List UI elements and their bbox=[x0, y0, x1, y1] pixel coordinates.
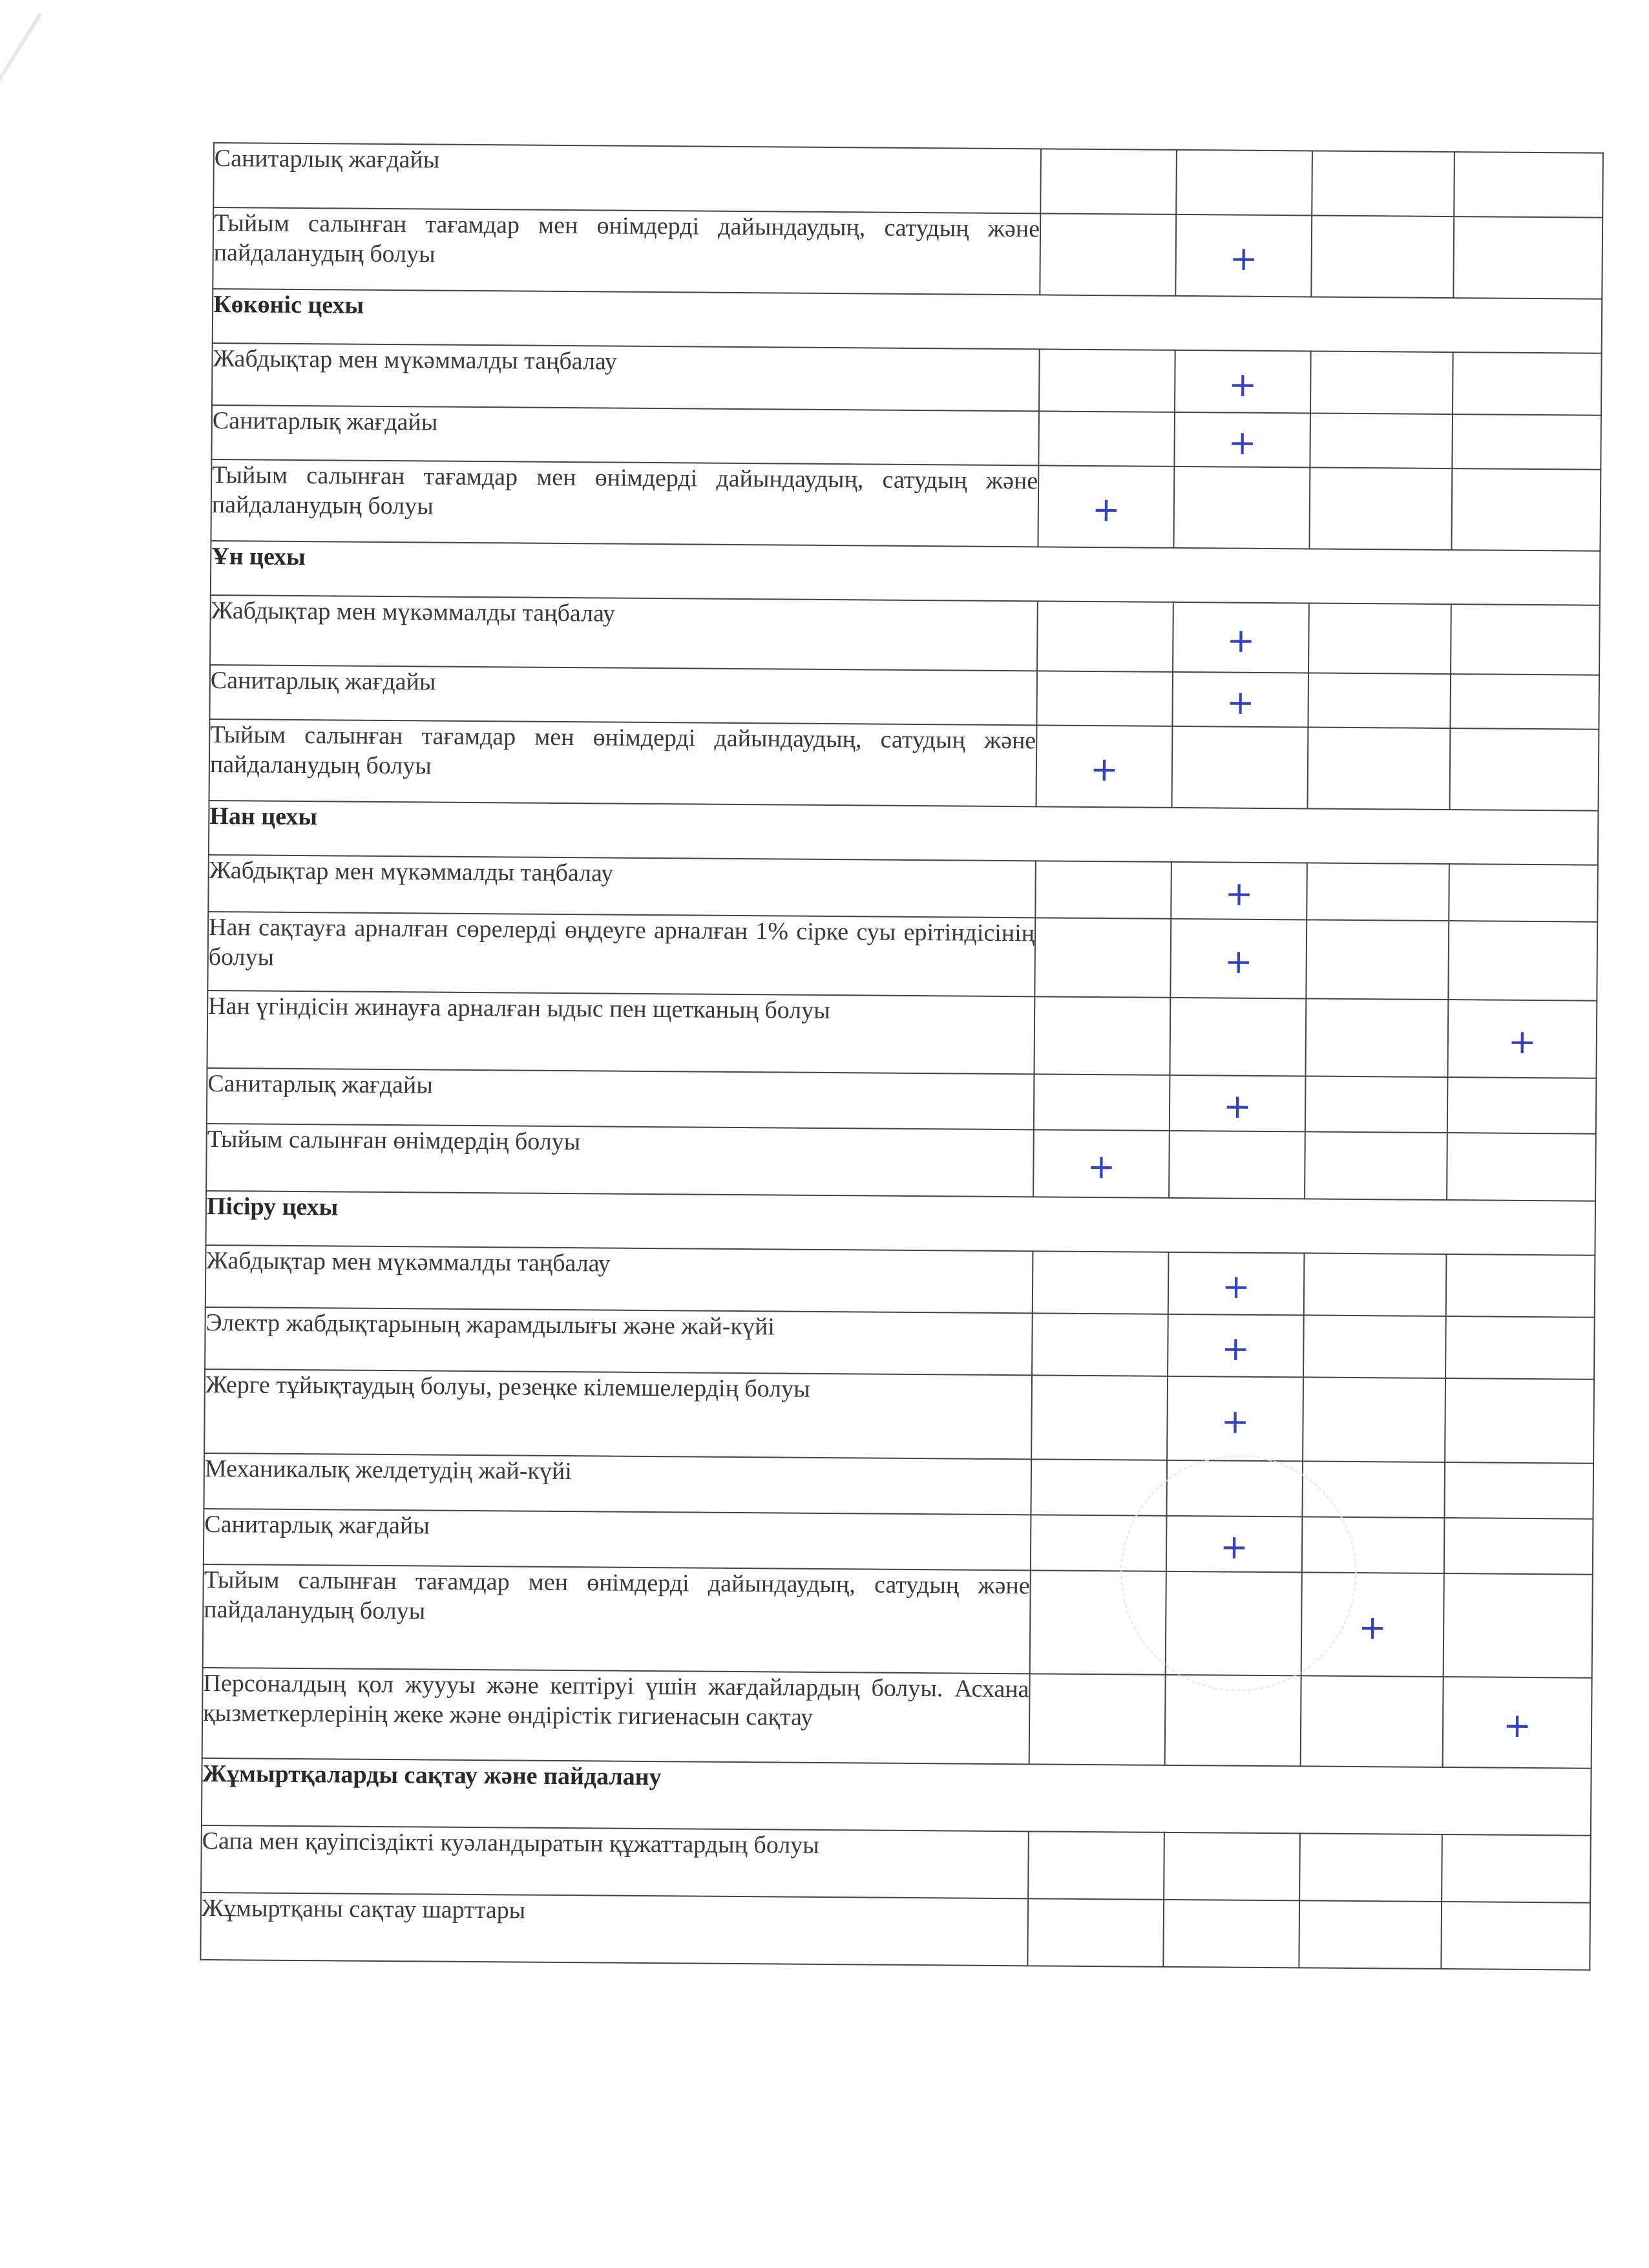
section-row bbox=[202, 1758, 1591, 1836]
table-row bbox=[213, 207, 1602, 299]
rating-cell-4[interactable] bbox=[1451, 604, 1600, 675]
rating-cell-4[interactable] bbox=[1444, 1462, 1593, 1519]
handwritten-mark: + bbox=[1221, 1329, 1250, 1369]
rating-cell-2[interactable] bbox=[1171, 726, 1308, 809]
handwritten-mark bbox=[1307, 959, 1448, 960]
requirement-label: Санитарлық жағдайы bbox=[211, 405, 1039, 465]
handwritten-mark: + bbox=[1222, 1267, 1251, 1307]
handwritten-mark: + bbox=[1220, 1528, 1249, 1567]
handwritten-mark bbox=[1041, 254, 1175, 255]
handwritten-mark bbox=[1300, 1867, 1441, 1868]
handwritten-mark: + bbox=[1226, 683, 1255, 723]
handwritten-mark bbox=[1445, 1490, 1593, 1491]
rating-cell-2[interactable] bbox=[1173, 602, 1309, 673]
rating-cell-1[interactable] bbox=[1037, 601, 1173, 672]
rating-cell-4[interactable] bbox=[1447, 1000, 1597, 1078]
handwritten-mark bbox=[1040, 380, 1174, 381]
requirement-label: Тыйым салынған тағамдар мен өнімдерді дайындаудың, сатудың және пайдаланудың болуы bbox=[203, 1564, 1031, 1674]
rating-cell-4[interactable] bbox=[1453, 352, 1602, 415]
rating-cell-2[interactable] bbox=[1169, 1131, 1305, 1199]
rating-cell-4[interactable] bbox=[1451, 468, 1601, 551]
handwritten-mark bbox=[1173, 767, 1307, 768]
rating-cell-3[interactable] bbox=[1306, 919, 1449, 1000]
rating-cell-3[interactable] bbox=[1303, 1315, 1446, 1378]
handwritten-mark bbox=[1453, 509, 1600, 510]
handwritten-mark bbox=[1447, 1285, 1594, 1286]
handwritten-mark bbox=[1300, 1934, 1441, 1935]
handwritten-mark bbox=[1166, 1720, 1300, 1721]
requirement-label: Тыйым салынған тағамдар мен өнімдерді дайындаудың, сатудың және пайдаланудың болуы bbox=[213, 207, 1040, 295]
handwritten-mark bbox=[1451, 769, 1598, 770]
requirement-label: Нан сақтауға арналған сөрелерді өңдеуге арналған 1% сірке суы ерітіндісінің болуы bbox=[207, 912, 1035, 996]
rating-cell-3[interactable] bbox=[1307, 727, 1450, 810]
requirement-label: Тыйым салынған тағамдар мен өнімдерді дайындаудың, сатудың және пайдаланудың болуы bbox=[211, 459, 1038, 547]
handwritten-mark bbox=[1308, 891, 1449, 892]
rating-cell-3[interactable] bbox=[1301, 1675, 1444, 1767]
rating-cell-3[interactable] bbox=[1309, 467, 1452, 550]
requirement-label: Нан үгіндісін жинауға арналған ыдыс пен щетканың болуы bbox=[207, 991, 1035, 1074]
handwritten-mark bbox=[1455, 184, 1602, 185]
rating-cell-4[interactable] bbox=[1450, 674, 1599, 730]
handwritten-mark: + bbox=[1087, 1148, 1116, 1187]
handwritten-mark bbox=[1033, 1282, 1168, 1283]
rating-cell-2[interactable] bbox=[1164, 1832, 1300, 1901]
rating-cell-4[interactable] bbox=[1445, 1316, 1595, 1380]
table-row bbox=[211, 459, 1601, 551]
rating-cell-4[interactable] bbox=[1449, 864, 1598, 922]
requirement-label: Сапа мен қауіпсіздікті куәландыратын құжаттардың болуы bbox=[201, 1825, 1029, 1898]
requirement-label: Санитарлық жағдайы bbox=[209, 665, 1037, 725]
handwritten-mark bbox=[1038, 698, 1172, 699]
rating-cell-3[interactable] bbox=[1310, 351, 1453, 414]
rating-cell-1[interactable] bbox=[1038, 411, 1175, 467]
rating-cell-2[interactable] bbox=[1168, 1314, 1304, 1378]
table-row bbox=[202, 1668, 1592, 1769]
section-row bbox=[209, 801, 1599, 865]
rating-cell-3[interactable] bbox=[1304, 1253, 1447, 1316]
handwritten-mark: + bbox=[1226, 621, 1255, 661]
rating-cell-3[interactable] bbox=[1312, 151, 1455, 216]
requirement-label: Жабдықтар мен мүкәммалды таңбалау bbox=[210, 595, 1038, 671]
rating-cell-2[interactable] bbox=[1167, 1376, 1303, 1462]
handwritten-mark bbox=[1306, 1104, 1447, 1105]
handwritten-mark bbox=[1303, 1489, 1444, 1490]
rating-cell-2[interactable] bbox=[1172, 672, 1308, 728]
handwritten-mark bbox=[1171, 1036, 1305, 1038]
table-row bbox=[204, 1509, 1593, 1575]
handwritten-mark: + bbox=[1223, 1087, 1252, 1127]
handwritten-mark bbox=[1305, 1165, 1446, 1166]
handwritten-mark: + bbox=[1503, 1706, 1532, 1746]
rating-cell-3[interactable] bbox=[1305, 1076, 1448, 1133]
handwritten-mark bbox=[1033, 1417, 1167, 1418]
handwritten-mark bbox=[1177, 182, 1312, 184]
checklist-page bbox=[199, 142, 1602, 2104]
handwritten-mark bbox=[1036, 889, 1171, 890]
handwritten-mark bbox=[1308, 768, 1449, 769]
rating-cell-4[interactable] bbox=[1447, 1077, 1597, 1134]
checklist-rows bbox=[200, 143, 1603, 1970]
rating-cell-3[interactable] bbox=[1299, 1900, 1442, 1969]
rating-cell-3[interactable] bbox=[1299, 1833, 1442, 1902]
rating-cell-4[interactable] bbox=[1447, 1133, 1596, 1201]
rating-cell-3[interactable] bbox=[1308, 673, 1451, 728]
handwritten-mark: + bbox=[1229, 239, 1258, 279]
rating-cell-4[interactable] bbox=[1442, 1834, 1591, 1903]
handwritten-mark bbox=[1310, 508, 1451, 509]
handwritten-mark bbox=[1305, 1284, 1445, 1285]
table-row bbox=[213, 143, 1603, 218]
section-title: Жұмыртқаларды сақтау және пайдалану bbox=[202, 1758, 1591, 1836]
rating-cell-3[interactable] bbox=[1305, 1131, 1447, 1200]
rating-cell-3[interactable] bbox=[1311, 215, 1454, 298]
handwritten-mark: + bbox=[1224, 942, 1253, 982]
table-row bbox=[200, 1893, 1590, 1970]
rating-cell-4[interactable] bbox=[1453, 216, 1602, 299]
requirement-label: Санитарлық жағдайы bbox=[207, 1068, 1035, 1129]
handwritten-mark bbox=[1444, 1625, 1591, 1626]
handwritten-mark bbox=[1033, 1344, 1167, 1345]
table-row bbox=[207, 991, 1597, 1078]
handwritten-mark bbox=[1447, 1166, 1595, 1168]
handwritten-mark bbox=[1451, 701, 1599, 702]
handwritten-mark bbox=[1170, 1164, 1304, 1166]
handwritten-mark: + bbox=[1221, 1402, 1250, 1442]
scan-edge-mark bbox=[0, 13, 42, 256]
handwritten-mark bbox=[1442, 1868, 1590, 1869]
requirement-label: Электр жабдықтарының жарамдылығы және жай-күйі bbox=[205, 1307, 1033, 1375]
table-row bbox=[206, 1124, 1596, 1201]
handwritten-mark bbox=[1455, 257, 1602, 258]
handwritten-mark bbox=[1311, 440, 1452, 441]
requirement-label: Тыйым салынған өнімдердің болуы bbox=[206, 1124, 1034, 1197]
rating-cell-1[interactable] bbox=[1036, 671, 1173, 726]
handwritten-mark bbox=[1449, 960, 1597, 961]
handwritten-mark bbox=[1309, 700, 1450, 701]
handwritten-mark bbox=[1307, 1037, 1447, 1038]
rating-cell-1[interactable] bbox=[1034, 1074, 1170, 1131]
requirement-label: Санитарлық жағдайы bbox=[213, 143, 1041, 213]
rating-cell-1[interactable] bbox=[1036, 725, 1172, 808]
rating-cell-2[interactable] bbox=[1174, 412, 1310, 468]
handwritten-mark bbox=[1450, 892, 1597, 894]
table-row bbox=[201, 1825, 1591, 1903]
handwritten-mark bbox=[1453, 383, 1601, 384]
rating-cell-1[interactable] bbox=[1040, 213, 1176, 296]
table-row bbox=[210, 595, 1600, 675]
handwritten-mark bbox=[1445, 1546, 1592, 1547]
rating-cell-1[interactable] bbox=[1033, 1129, 1170, 1198]
section-title: Ұн цехы bbox=[211, 541, 1601, 605]
handwritten-mark: + bbox=[1507, 1022, 1537, 1062]
handwritten-mark bbox=[1175, 507, 1309, 509]
handwritten-mark bbox=[1446, 1347, 1593, 1349]
rating-cell-3[interactable] bbox=[1307, 863, 1449, 921]
rating-cell-2[interactable] bbox=[1170, 919, 1307, 999]
rating-cell-4[interactable] bbox=[1452, 414, 1601, 470]
handwritten-mark bbox=[1032, 1487, 1166, 1488]
rating-cell-1[interactable] bbox=[1032, 1313, 1168, 1376]
rating-cell-2[interactable] bbox=[1171, 862, 1307, 920]
handwritten-mark bbox=[1451, 639, 1599, 640]
requirement-label: Жерге тұйықтаудың болуы, резеңке кілемшелердің болуы bbox=[204, 1369, 1032, 1459]
table-row bbox=[205, 1307, 1595, 1380]
requirement-label: Жабдықтар мен мүкәммалды таңбалау bbox=[205, 1245, 1033, 1313]
table-row bbox=[208, 855, 1598, 922]
handwritten-mark bbox=[1035, 1102, 1169, 1103]
rating-cell-1[interactable] bbox=[1029, 1674, 1166, 1765]
rating-cell-1[interactable] bbox=[1035, 918, 1171, 998]
rating-cell-2[interactable] bbox=[1168, 1252, 1305, 1316]
requirement-label: Жабдықтар мен мүкәммалды таңбалау bbox=[212, 343, 1040, 411]
handwritten-mark bbox=[1313, 183, 1454, 184]
table-row bbox=[209, 665, 1599, 730]
handwritten-mark bbox=[1042, 181, 1176, 182]
handwritten-mark bbox=[1030, 1719, 1164, 1720]
requirement-label: Жабдықтар мен мүкәммалды таңбалау bbox=[208, 855, 1036, 918]
requirement-label: Персоналдың қол жуууы және кептіруі үшін жағдайлардың болуы. Асхана қызметкерлерінің жеке және өндірістік гигиенасын сақтау bbox=[202, 1668, 1030, 1764]
table-row bbox=[207, 1068, 1597, 1134]
handwritten-mark bbox=[1040, 438, 1174, 439]
handwritten-mark bbox=[1164, 1866, 1299, 1867]
rating-cell-4[interactable] bbox=[1445, 1378, 1594, 1464]
faded-stamp bbox=[1119, 1454, 1358, 1692]
table-row bbox=[207, 912, 1597, 1001]
requirement-label: Жұмыртқаны сақтау шарттары bbox=[200, 1893, 1028, 1966]
requirement-label: Механикалық желдетудің жай-күйі bbox=[204, 1453, 1031, 1515]
rating-cell-3[interactable] bbox=[1305, 998, 1448, 1077]
handwritten-mark: + bbox=[1358, 1608, 1387, 1648]
handwritten-mark bbox=[1309, 638, 1450, 639]
handwritten-mark: + bbox=[1228, 423, 1257, 463]
handwritten-mark: + bbox=[1089, 750, 1119, 790]
rating-cell-2[interactable] bbox=[1170, 1075, 1306, 1132]
table-row bbox=[205, 1245, 1595, 1318]
requirement-label: Тыйым салынған тағамдар мен өнімдерді дайындаудың, сатудың және пайдаланудың болуы bbox=[209, 719, 1037, 806]
rating-cell-4[interactable] bbox=[1443, 1677, 1592, 1769]
requirement-label: Санитарлық жағдайы bbox=[204, 1509, 1031, 1570]
handwritten-mark bbox=[1036, 957, 1170, 958]
table-row bbox=[204, 1453, 1593, 1519]
rating-cell-1[interactable] bbox=[1040, 149, 1177, 215]
rating-cell-4[interactable] bbox=[1444, 1573, 1593, 1678]
handwritten-mark: + bbox=[1091, 490, 1120, 530]
rating-cell-4[interactable] bbox=[1454, 152, 1603, 218]
rating-cell-2[interactable] bbox=[1175, 350, 1311, 414]
inspection-checklist-table bbox=[200, 142, 1604, 1971]
rating-cell-1[interactable] bbox=[1034, 996, 1170, 1075]
table-row bbox=[204, 1369, 1594, 1464]
rating-cell-3[interactable] bbox=[1308, 603, 1451, 674]
handwritten-mark: + bbox=[1228, 365, 1257, 405]
table-row bbox=[212, 343, 1602, 415]
handwritten-mark: + bbox=[1224, 874, 1254, 914]
handwritten-mark bbox=[1304, 1346, 1445, 1347]
handwritten-mark bbox=[1304, 1419, 1445, 1420]
rating-cell-1[interactable] bbox=[1038, 465, 1174, 548]
handwritten-mark bbox=[1035, 1035, 1170, 1036]
rating-cell-1[interactable] bbox=[1033, 1251, 1169, 1314]
section-row bbox=[211, 541, 1601, 605]
rating-cell-2[interactable] bbox=[1163, 1900, 1299, 1968]
handwritten-mark bbox=[1442, 1935, 1590, 1937]
rating-cell-2[interactable] bbox=[1176, 150, 1312, 216]
section-title: Көкөніс цехы bbox=[213, 289, 1602, 353]
section-title: Пісіру цехы bbox=[205, 1191, 1595, 1255]
rating-cell-4[interactable] bbox=[1441, 1902, 1590, 1970]
table-row bbox=[211, 405, 1601, 470]
rating-cell-1[interactable] bbox=[1027, 1898, 1164, 1967]
handwritten-mark bbox=[1029, 1932, 1163, 1933]
rating-cell-2[interactable] bbox=[1175, 215, 1312, 297]
table-row bbox=[209, 719, 1599, 811]
handwritten-mark bbox=[1164, 1933, 1299, 1935]
rating-cell-2[interactable] bbox=[1173, 467, 1310, 549]
section-title: Нан цехы bbox=[209, 801, 1599, 865]
rating-cell-4[interactable] bbox=[1448, 921, 1597, 1001]
rating-cell-1[interactable] bbox=[1035, 861, 1171, 919]
handwritten-mark bbox=[1453, 441, 1601, 443]
rating-cell-4[interactable] bbox=[1449, 728, 1599, 811]
rating-cell-4[interactable] bbox=[1446, 1254, 1595, 1318]
rating-cell-1[interactable] bbox=[1031, 1375, 1168, 1460]
table-row bbox=[203, 1564, 1593, 1678]
handwritten-mark bbox=[1448, 1105, 1595, 1106]
rating-cell-3[interactable] bbox=[1303, 1377, 1445, 1462]
handwritten-mark bbox=[1038, 636, 1172, 637]
handwritten-mark bbox=[1311, 382, 1452, 383]
rating-cell-4[interactable] bbox=[1444, 1518, 1593, 1575]
rating-cell-3[interactable] bbox=[1310, 413, 1453, 468]
handwritten-mark bbox=[1301, 1721, 1442, 1722]
section-row bbox=[213, 289, 1602, 353]
rating-cell-2[interactable] bbox=[1170, 998, 1306, 1076]
handwritten-mark bbox=[1029, 1865, 1163, 1866]
rating-cell-1[interactable] bbox=[1039, 349, 1175, 412]
handwritten-mark bbox=[1446, 1420, 1593, 1422]
rating-cell-1[interactable] bbox=[1028, 1831, 1164, 1900]
handwritten-mark bbox=[1312, 256, 1453, 257]
section-row bbox=[205, 1191, 1595, 1255]
